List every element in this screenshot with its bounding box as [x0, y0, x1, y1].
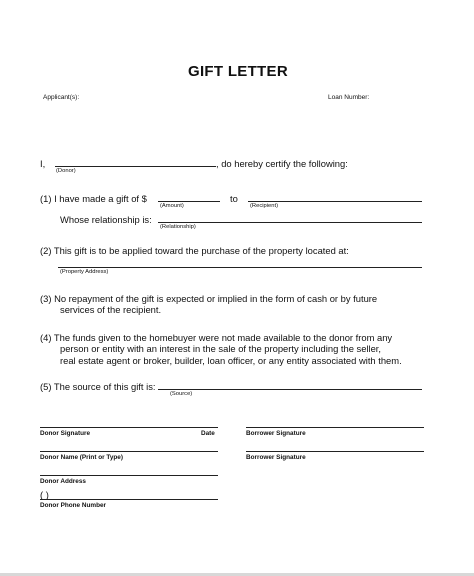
source-line[interactable] — [158, 389, 422, 390]
phone-area-code: ( ) — [40, 489, 49, 500]
amount-line[interactable] — [158, 201, 220, 202]
certify-prefix: I, — [40, 158, 46, 169]
borrower-signature-label-1: Borrower Signature — [246, 430, 306, 437]
donor-phone-line[interactable] — [40, 499, 218, 500]
donor-signature-line[interactable] — [40, 427, 218, 428]
borrower-signature-label-2: Borrower Signature — [246, 454, 306, 461]
item4-line2: person or entity with an interest in the sale of the property including the seller, — [60, 343, 382, 354]
borrower-signature-line-1[interactable] — [246, 427, 424, 428]
relationship-caption: (Relationship) — [160, 224, 196, 230]
item1-to: to — [230, 193, 238, 204]
recipient-caption: (Recipient) — [250, 203, 279, 209]
source-caption: (Source) — [170, 391, 193, 397]
item4-line1: (4) The funds given to the homebuyer were not made available to the donor from any — [40, 332, 393, 343]
property-address-caption: (Property Address) — [60, 269, 109, 275]
item4-line3: real estate agent or broker, builder, loan officer, or any entity associated with them. — [60, 355, 402, 366]
donor-caption: (Donor) — [56, 168, 76, 174]
donor-name-line[interactable] — [40, 451, 218, 452]
applicants-label: Applicant(s): — [43, 94, 80, 101]
item1-text: (1) I have made a gift of $ — [40, 193, 147, 204]
recipient-line[interactable] — [248, 201, 422, 202]
date-label: Date — [201, 430, 215, 437]
donor-phone-label: Donor Phone Number — [40, 502, 107, 509]
item2-text: (2) This gift is to be applied toward the purchase of the property located at: — [40, 245, 349, 256]
donor-line[interactable] — [55, 166, 216, 167]
relationship-line[interactable] — [158, 222, 422, 223]
amount-caption: (Amount) — [160, 203, 184, 209]
relationship-label: Whose relationship is: — [60, 214, 152, 225]
item5-text: (5) The source of this gift is: — [40, 381, 156, 392]
donor-address-label: Donor Address — [40, 478, 86, 485]
page-title: GIFT LETTER — [188, 63, 288, 80]
certify-suffix: , do hereby certify the following: — [216, 158, 348, 169]
donor-address-line[interactable] — [40, 475, 218, 476]
donor-name-label: Donor Name (Print or Type) — [40, 454, 123, 461]
item3-line1: (3) No repayment of the gift is expected or implied in the form of cash or by future — [40, 293, 378, 304]
donor-signature-label: Donor Signature — [40, 430, 91, 437]
loan-number-label: Loan Number: — [328, 94, 370, 101]
borrower-signature-line-2[interactable] — [246, 451, 424, 452]
item3-line2: services of the recipient. — [60, 304, 162, 315]
property-address-line[interactable] — [58, 267, 422, 268]
